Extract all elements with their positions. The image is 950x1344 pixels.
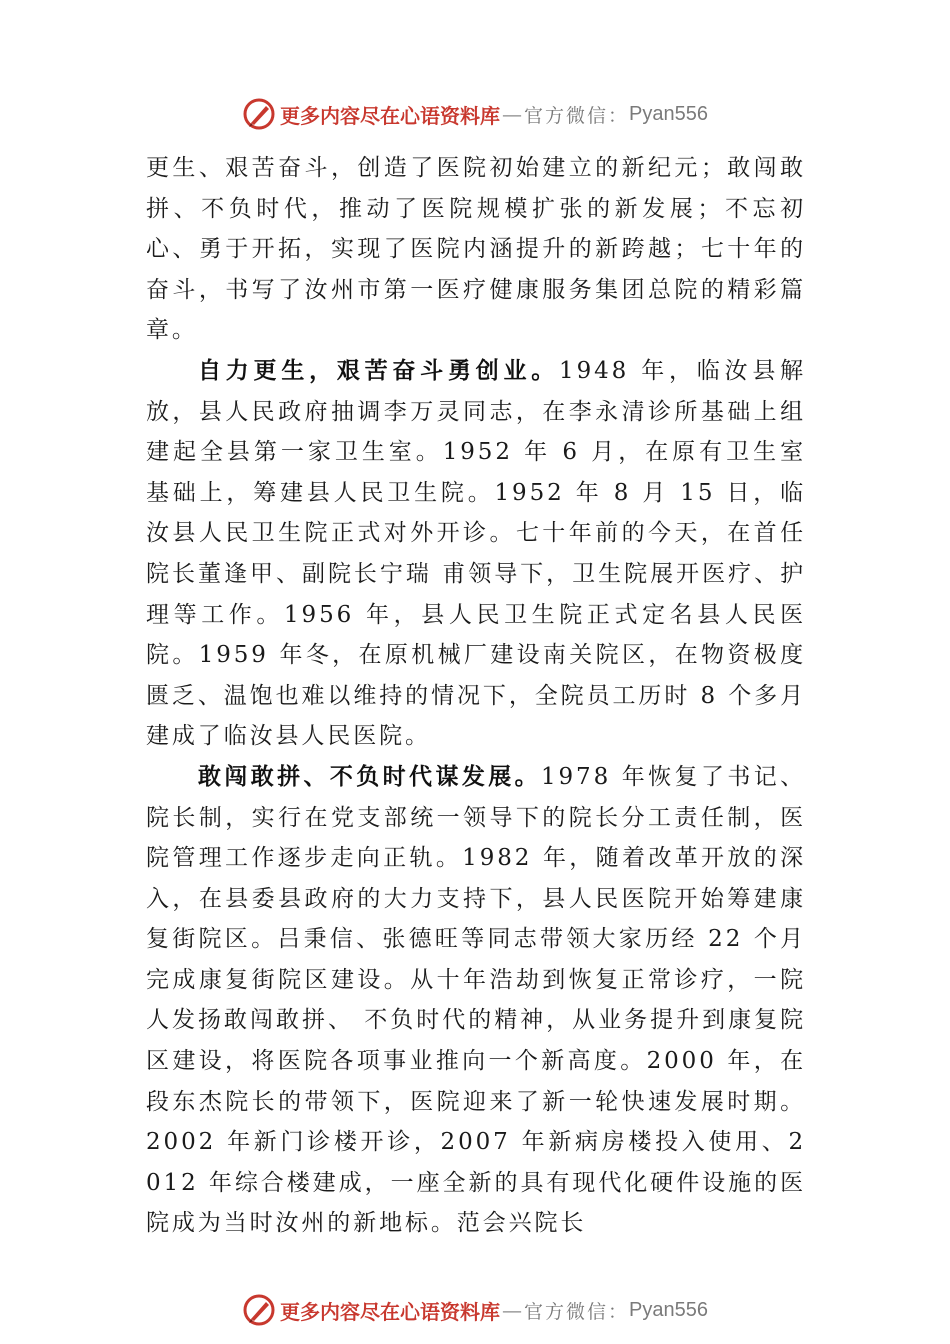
footer-banner	[0, 1290, 950, 1330]
footer-dash: —	[502, 1298, 522, 1322]
banner-wechat-handle: Pyan556	[629, 102, 708, 125]
paragraph-1-body: 更生、艰苦奋斗，创造了医院初始建立的新纪元；敢闯敢拼、不负时代，推动了医院规模扩张的新发展；不忘初心、勇于开拓，实现了医院内涵提升的新跨越；七十年的奋斗，书写了汝州市第一医疗健康服务集团总院的精彩篇章。	[146, 155, 806, 344]
banner-brand-text: 更多内容尽在心语资料库	[280, 103, 500, 128]
footer-wechat-label: 官方微信：	[524, 1300, 630, 1323]
header-banner	[0, 94, 950, 134]
footer-brand-text: 更多内容尽在心语资料库	[280, 1299, 500, 1324]
paragraph-3	[146, 757, 806, 1244]
paragraph-2-body: 1948 年，临汝县解放，县人民政府抽调李万灵同志，在李永清诊所基础上组建起全县第一家卫生室。1952 年 6 月，在原有卫生室基础上，筹建县人民卫生院。1952 年 8 月 15 日，临汝县人民卫生院正式对外开诊。七十年前的今天，在首任院长董逢甲、副院长宁瑞 甫领导下，卫生院展开医疗、护理等工作。1956 年，县人民卫生院正式定名县人民医院。1959 年冬，在原机械厂建设南关院区，在物资极度匮乏、温饱也难以维持的情况下，全院员工历时 8 个多月建成了临汝县人民医院。	[146, 357, 807, 750]
banner-dash: —	[502, 102, 522, 126]
footer-wechat-handle: Pyan556	[629, 1298, 708, 1321]
paragraph-2-lead: 自力更生，艰苦奋斗勇创业。	[198, 356, 560, 384]
paragraph-2	[146, 351, 806, 757]
document-body	[146, 148, 806, 1244]
paragraph-3-body: 1978 年恢复了书记、院长制，实行在党支部统一领导下的院长分工责任制，医院管理工作逐步走向正轨。1982 年，随着改革开放的深入，在县委县政府的大力支持下，县人民医院开始筹建康复街院区。吕秉信、张德旺等同志带领大家历经 22 个月完成康复街院区建设。从十年浩劫到恢复正常诊疗，一院人发扬敢闯敢拼、 不负时代的精神，从业务提升到康复院区建设，将医院各项事业推向一个新高度。2000 年，在段东杰院长的带领下，医院迎来了新一轮快速发展时期。2002 年新门诊楼开诊，2007 年新病房楼投入使用、2012 年综合楼建成，一座全新的具有现代化硬件设施的医院成为当时汝州的新地标。范会兴院长	[146, 763, 806, 1237]
pen-logo-icon	[242, 1293, 276, 1327]
paragraph-3-lead: 敢闯敢拼、不负时代谋发展。	[198, 762, 541, 790]
banner-wechat-label: 官方微信：	[524, 104, 630, 127]
paragraph-1	[146, 148, 806, 351]
pen-logo-icon	[242, 97, 276, 131]
